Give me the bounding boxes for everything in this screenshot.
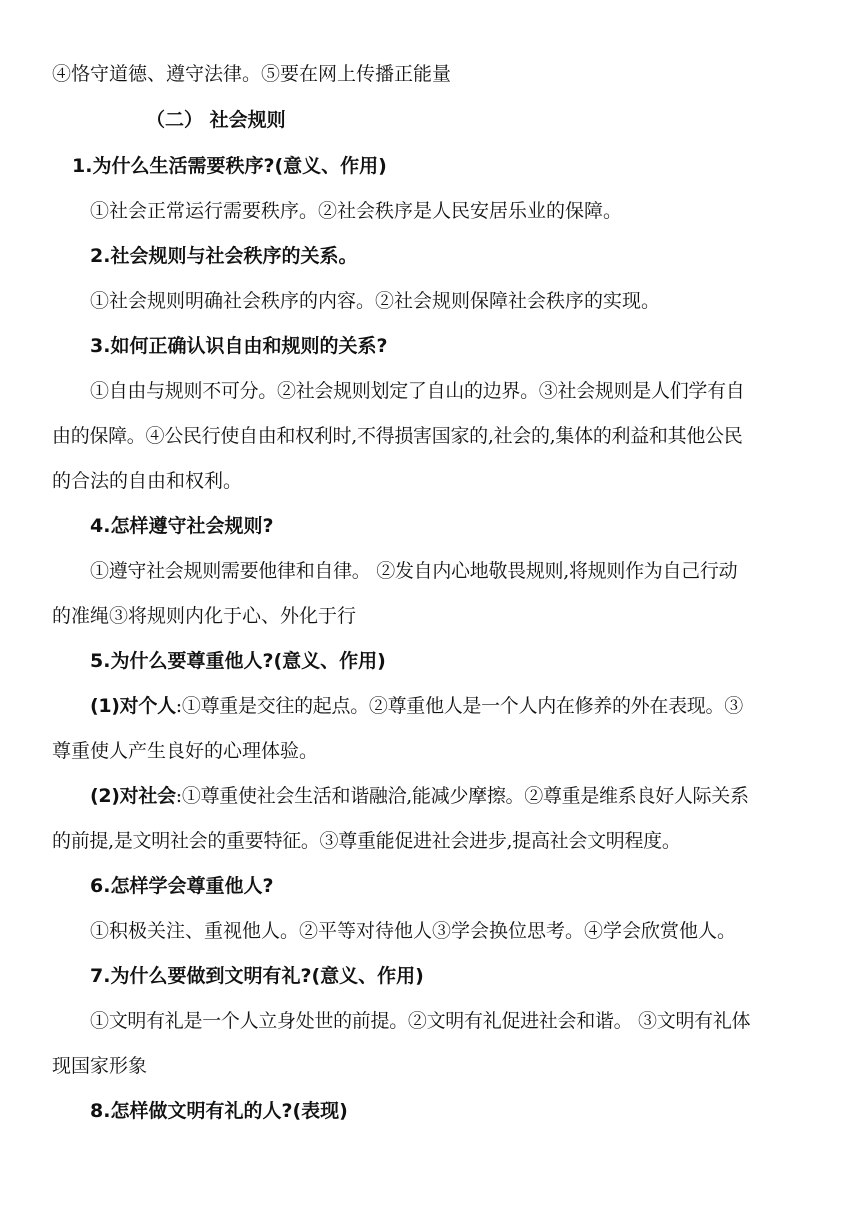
question-heading-8: 8.怎样做文明有礼的人?(表现) (90, 1100, 348, 1122)
answer-5-line-2: 尊重使人产生良好的心理体验。 (52, 740, 319, 762)
body-text-line: ④恪守道德、遵守法律。⑤要在网上传播正能量 (52, 63, 452, 85)
answer-7-line-1: ①文明有礼是一个人立身处世的前提。②文明有礼促进社会和谐。 ③文明有礼体 (90, 1010, 751, 1032)
section-title: （二） 社会规则 (146, 109, 286, 131)
answer-3-line-2: 由的保障。④公民行使自由和权利时,不得损害国家的,社会的,集体的利益和其他公民 (52, 425, 743, 447)
answer-5-line-1 (90, 694, 850, 718)
answer-4-line-1: ①遵守社会规则需要他律和自律。 ②发自内心地敬畏规则,将规则作为自己行动 (90, 560, 738, 582)
answer-5-line-3 (90, 784, 850, 808)
answer-5-label-personal: (1)对个人 (90, 695, 176, 717)
answer-6: ①积极关注、重视他人。②平等对待他人③学会换位思考。④学会欣赏他人。 (90, 920, 737, 942)
answer-5-text-personal: :①尊重是交往的起点。②尊重他人是一个人内在修养的外在表现。③ (175, 695, 743, 717)
answer-7-line-2: 现国家形象 (52, 1055, 148, 1077)
answer-4-line-2: 的准绳③将规则内化于心、外化于行 (52, 605, 357, 627)
answer-3-line-3: 的合法的自由和权利。 (52, 470, 243, 492)
answer-2: ①社会规则明确社会秩序的内容。②社会规则保障社会秩序的实现。 (90, 290, 661, 312)
answer-5-label-society: (2)对社会 (90, 785, 176, 807)
question-heading-2: 2.社会规则与社会秩序的关系。 (90, 245, 358, 267)
question-heading-1: 1.为什么生活需要秩序?(意义、作用) (72, 155, 387, 177)
answer-1: ①社会正常运行需要秩序。②社会秩序是人民安居乐业的保障。 (90, 200, 623, 222)
question-heading-7: 7.为什么要做到文明有礼?(意义、作用) (90, 965, 424, 987)
question-heading-5: 5.为什么要尊重他人?(意义、作用) (90, 650, 386, 672)
question-heading-3: 3.如何正确认识自由和规则的关系? (90, 335, 388, 357)
answer-5-text-society: :①尊重使社会生活和谐融洽,能减少摩擦。②尊重是维系良好人际关系 (175, 785, 749, 807)
answer-3-line-1: ①自由与规则不可分。②社会规则划定了自山的边界。③社会规则是人们学有自 (90, 380, 745, 402)
question-heading-4: 4.怎样遵守社会规则? (90, 515, 274, 537)
answer-5-line-4: 的前提,是文明社会的重要特征。③尊重能促进社会进步,提高社会文明程度。 (52, 830, 681, 852)
question-heading-6: 6.怎样学会尊重他人? (90, 875, 274, 897)
